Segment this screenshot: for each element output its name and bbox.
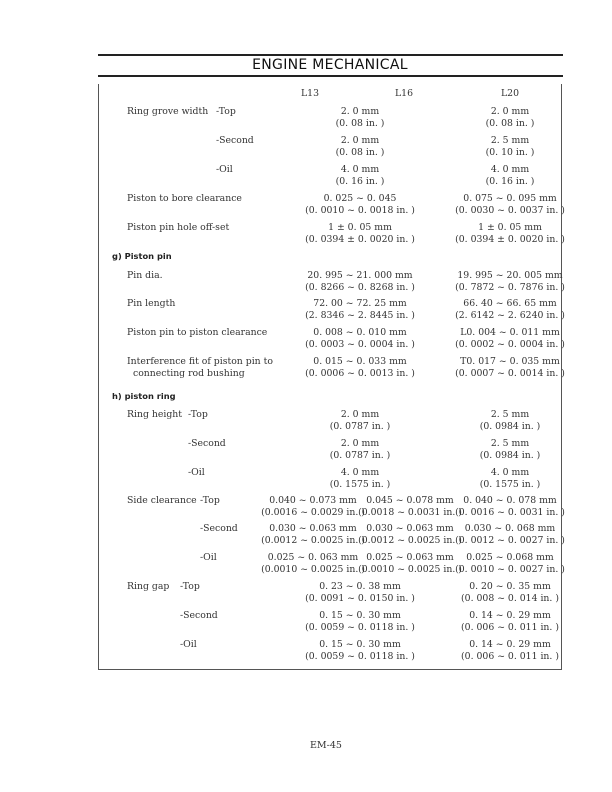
value-l13-l16: (0. 08 in. ) xyxy=(335,147,385,158)
value-l20: 4. 0 mm xyxy=(490,164,530,175)
value-l20: (0. 0394 ± 0. 0020 in. ) xyxy=(455,234,565,245)
spec-label: Piston pin hole off-set xyxy=(127,222,230,233)
value-l20: 19. 995 ~ 20. 005 mm xyxy=(457,270,563,281)
value-l20: (0. 1575 in. ) xyxy=(479,479,541,490)
value-l13-l16: (0. 0394 ± 0. 0020 in. ) xyxy=(305,234,415,245)
spec-label-continued: connecting rod bushing xyxy=(133,368,245,379)
value-l13-l16: 0. 015 ~ 0. 033 mm xyxy=(313,356,407,367)
spec-sub-label: -Second xyxy=(188,438,226,449)
spec-sub-label: -Top xyxy=(200,495,220,506)
value-l13-l16: (0. 08 in. ) xyxy=(335,118,385,129)
value-l13: (0.0012 ~ 0.0025 in. ) xyxy=(261,535,365,546)
value-l20: (0. 006 ~ 0. 011 in. ) xyxy=(461,651,559,662)
spec-sub-label: -Top xyxy=(188,409,208,420)
value-l20: 0. 075 ~ 0. 095 mm xyxy=(463,193,557,204)
spec-sub-label: -Second xyxy=(200,523,238,534)
spec-label: Ring height xyxy=(127,409,183,420)
value-l13: (0.0010 ~ 0.0025 in. ) xyxy=(261,564,365,575)
value-l13-l16: (2. 8346 ~ 2. 8445 in. ) xyxy=(305,310,415,321)
value-l20: L0. 004 ~ 0. 011 mm xyxy=(460,327,560,338)
value-l13-l16: 0. 15 ~ 0. 30 mm xyxy=(319,610,401,621)
spec-label: Side clearance xyxy=(127,495,197,506)
value-l13: (0.0016 ~ 0.0029 in. ) xyxy=(261,507,365,518)
spec-sub-label: -Oil xyxy=(200,552,217,563)
value-l20: (0. 0984 in. ) xyxy=(479,450,541,461)
page-title: ENGINE MECHANICAL xyxy=(252,57,408,73)
value-l20: 1 ± 0. 05 mm xyxy=(478,222,542,233)
spec-sub-label: -Oil xyxy=(188,467,205,478)
value-l13-l16: 72. 00 ~ 72. 25 mm xyxy=(313,298,407,309)
value-l20: (0. 7872 ~ 0. 7876 in. ) xyxy=(455,282,565,293)
value-l20: 0. 14 ~ 0. 29 mm xyxy=(469,610,551,621)
value-l20: (2. 6142 ~ 2. 6240 in. ) xyxy=(455,310,565,321)
value-l20: 2. 0 mm xyxy=(490,106,530,117)
value-l16: (0.0018 ~ 0.0031 in. ) xyxy=(358,507,462,518)
value-l13-l16: 0. 008 ~ 0. 010 mm xyxy=(313,327,407,338)
value-l13-l16: 1 ± 0. 05 mm xyxy=(328,222,392,233)
value-l13-l16: 0. 025 ~ 0. 045 xyxy=(323,193,397,204)
value-l13: 0.025 ~ 0. 063 mm xyxy=(267,552,359,563)
header-rule-bottom xyxy=(98,75,563,77)
value-l20: (0. 0012 ~ 0. 0027 in. ) xyxy=(455,535,565,546)
value-l20: (0. 0007 ~ 0. 0014 in. ) xyxy=(455,368,565,379)
value-l13-l16: 2. 0 mm xyxy=(340,106,380,117)
value-l13-l16: (0. 0059 ~ 0. 0118 in. ) xyxy=(305,622,415,633)
spec-label: Ring grove width xyxy=(127,106,209,117)
value-l20: 2. 5 mm xyxy=(490,135,530,146)
page-number: EM-45 xyxy=(310,740,342,751)
column-header-l20: L20 xyxy=(500,88,520,99)
spec-sub-label: -Second xyxy=(216,135,254,146)
value-l16: (0.0012 ~ 0.0025 in. ) xyxy=(358,535,462,546)
spec-label: Piston to bore clearance xyxy=(127,193,242,204)
value-l13: 0.030 ~ 0.063 mm xyxy=(269,523,357,534)
column-header-l16: L16 xyxy=(394,88,414,99)
value-l20: T0. 017 ~ 0. 035 mm xyxy=(460,356,560,367)
value-l20: (0. 08 in. ) xyxy=(485,118,535,129)
value-l16: (0.0010 ~ 0.0025 in. ) xyxy=(358,564,462,575)
value-l13-l16: (0. 16 in. ) xyxy=(335,176,385,187)
value-l16: 0.045 ~ 0.078 mm xyxy=(366,495,454,506)
value-l20: (0. 16 in. ) xyxy=(485,176,535,187)
header-rule-top xyxy=(98,54,563,56)
spec-sub-label: -Top xyxy=(216,106,236,117)
spec-label: Ring gap xyxy=(127,581,170,592)
section-heading-piston-pin: g) Piston pin xyxy=(112,251,172,261)
value-l20: 2. 5 mm xyxy=(490,409,530,420)
value-l13-l16: (0. 8266 ~ 0. 8268 in. ) xyxy=(305,282,415,293)
value-l13-l16: (0. 0003 ~ 0. 0004 in. ) xyxy=(305,339,415,350)
section-heading-piston-ring: h) piston ring xyxy=(112,391,176,401)
value-l20: (0. 006 ~ 0. 011 in. ) xyxy=(461,622,559,633)
value-l20: (0. 10 in. ) xyxy=(485,147,535,158)
spec-sub-label: -Oil xyxy=(180,639,197,650)
value-l20: (0. 0002 ~ 0. 0004 in. ) xyxy=(455,339,565,350)
value-l20: 0.025 ~ 0.068 mm xyxy=(466,552,554,563)
value-l16: 0.025 ~ 0.063 mm xyxy=(366,552,454,563)
value-l13-l16: 4. 0 mm xyxy=(340,467,380,478)
value-l13-l16: 0. 23 ~ 0. 38 mm xyxy=(319,581,401,592)
spec-sub-label: -Second xyxy=(180,610,218,621)
column-header-l13: L13 xyxy=(300,88,320,99)
value-l20: (0. 0016 ~ 0. 0031 in. ) xyxy=(455,507,565,518)
value-l13-l16: 2. 0 mm xyxy=(340,438,380,449)
value-l20: (0. 0984 in. ) xyxy=(479,421,541,432)
value-l13-l16: (0. 0059 ~ 0. 0118 in. ) xyxy=(305,651,415,662)
value-l13-l16: 4. 0 mm xyxy=(340,164,380,175)
value-l13-l16: (0. 0787 in. ) xyxy=(329,421,391,432)
spec-label: Interference fit of piston pin to xyxy=(127,356,273,367)
value-l20: (0. 0010 ~ 0. 0027 in. ) xyxy=(455,564,565,575)
value-l20: 66. 40 ~ 66. 65 mm xyxy=(463,298,557,309)
value-l13-l16: (0. 0787 in. ) xyxy=(329,450,391,461)
value-l20: (0. 008 ~ 0. 014 in. ) xyxy=(461,593,559,604)
spec-sub-label: -Oil xyxy=(216,164,233,175)
spec-sub-label: -Top xyxy=(180,581,200,592)
value-l13-l16: (0. 0010 ~ 0. 0018 in. ) xyxy=(305,205,415,216)
value-l13-l16: (0. 1575 in. ) xyxy=(329,479,391,490)
value-l20: 0. 20 ~ 0. 35 mm xyxy=(469,581,551,592)
value-l13-l16: (0. 0091 ~ 0. 0150 in. ) xyxy=(305,593,415,604)
spec-label: Piston pin to piston clearance xyxy=(127,327,268,338)
value-l13-l16: 20. 995 ~ 21. 000 mm xyxy=(307,270,413,281)
value-l13-l16: (0. 0006 ~ 0. 0013 in. ) xyxy=(305,368,415,379)
value-l20: 4. 0 mm xyxy=(490,467,530,478)
value-l13-l16: 0. 15 ~ 0. 30 mm xyxy=(319,639,401,650)
value-l13: 0.040 ~ 0.073 mm xyxy=(269,495,357,506)
value-l20: 2. 5 mm xyxy=(490,438,530,449)
value-l20: (0. 0030 ~ 0. 0037 in. ) xyxy=(455,205,565,216)
value-l13-l16: 2. 0 mm xyxy=(340,409,380,420)
value-l20: 0. 14 ~ 0. 29 mm xyxy=(469,639,551,650)
spec-label: Pin length xyxy=(127,298,176,309)
value-l20: 0.030 ~ 0. 068 mm xyxy=(464,523,556,534)
value-l16: 0.030 ~ 0.063 mm xyxy=(366,523,454,534)
value-l13-l16: 2. 0 mm xyxy=(340,135,380,146)
value-l20: 0. 040 ~ 0. 078 mm xyxy=(463,495,557,506)
spec-label: Pin dia. xyxy=(127,270,163,281)
